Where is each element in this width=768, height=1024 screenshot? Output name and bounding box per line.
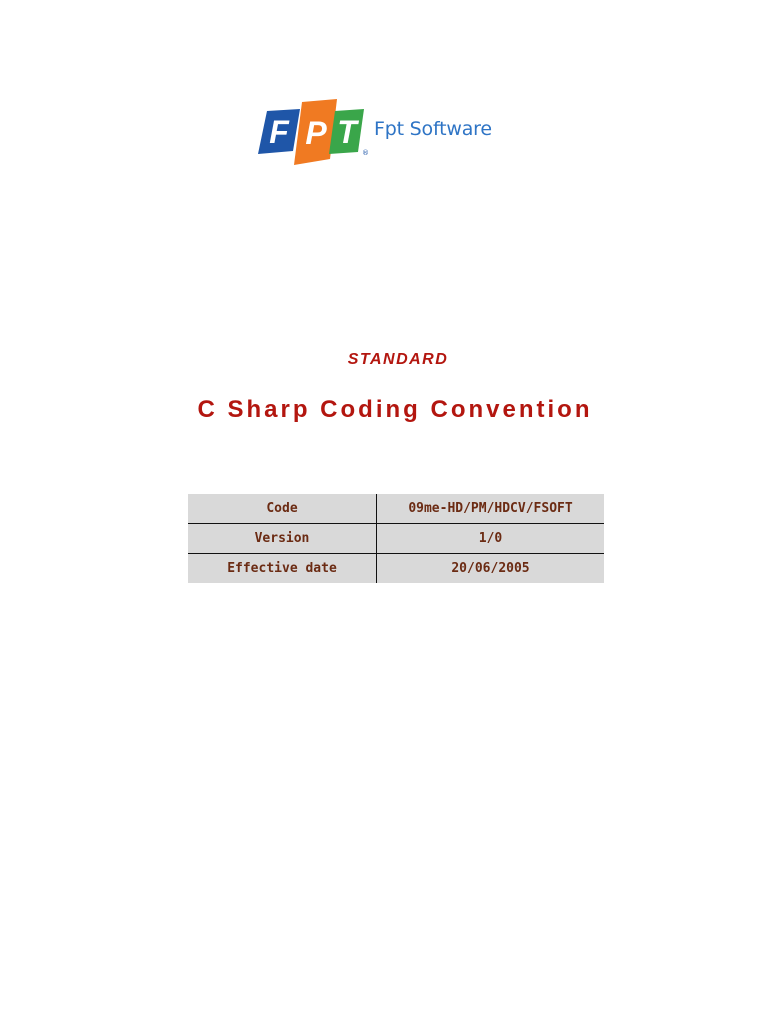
table-row bbox=[188, 554, 604, 584]
effective-date-label: Effective date bbox=[188, 554, 377, 584]
document-type: STANDARD bbox=[347, 351, 449, 368]
effective-date-value: 20/06/2005 bbox=[451, 561, 530, 576]
fpt-software-logo bbox=[258, 99, 492, 165]
fpt-logo-icon bbox=[258, 99, 374, 165]
version-label: Version bbox=[188, 524, 377, 554]
logo-letter-p: P bbox=[305, 115, 327, 151]
logo-letter-t: T bbox=[337, 114, 357, 150]
code-value: 09me-HD/PM/HDCV/FSOFT bbox=[377, 494, 605, 524]
document-title: C Sharp Coding Convention bbox=[197, 396, 593, 423]
logo-letter-f: F bbox=[269, 114, 289, 150]
registered-mark: ® bbox=[362, 149, 369, 157]
code-label: Code bbox=[188, 494, 377, 524]
table-row bbox=[188, 494, 604, 524]
version-value: 1/0 bbox=[377, 524, 605, 554]
brand-name: Fpt Software bbox=[374, 118, 492, 140]
document-info-table bbox=[188, 494, 604, 583]
table-row bbox=[188, 524, 604, 554]
